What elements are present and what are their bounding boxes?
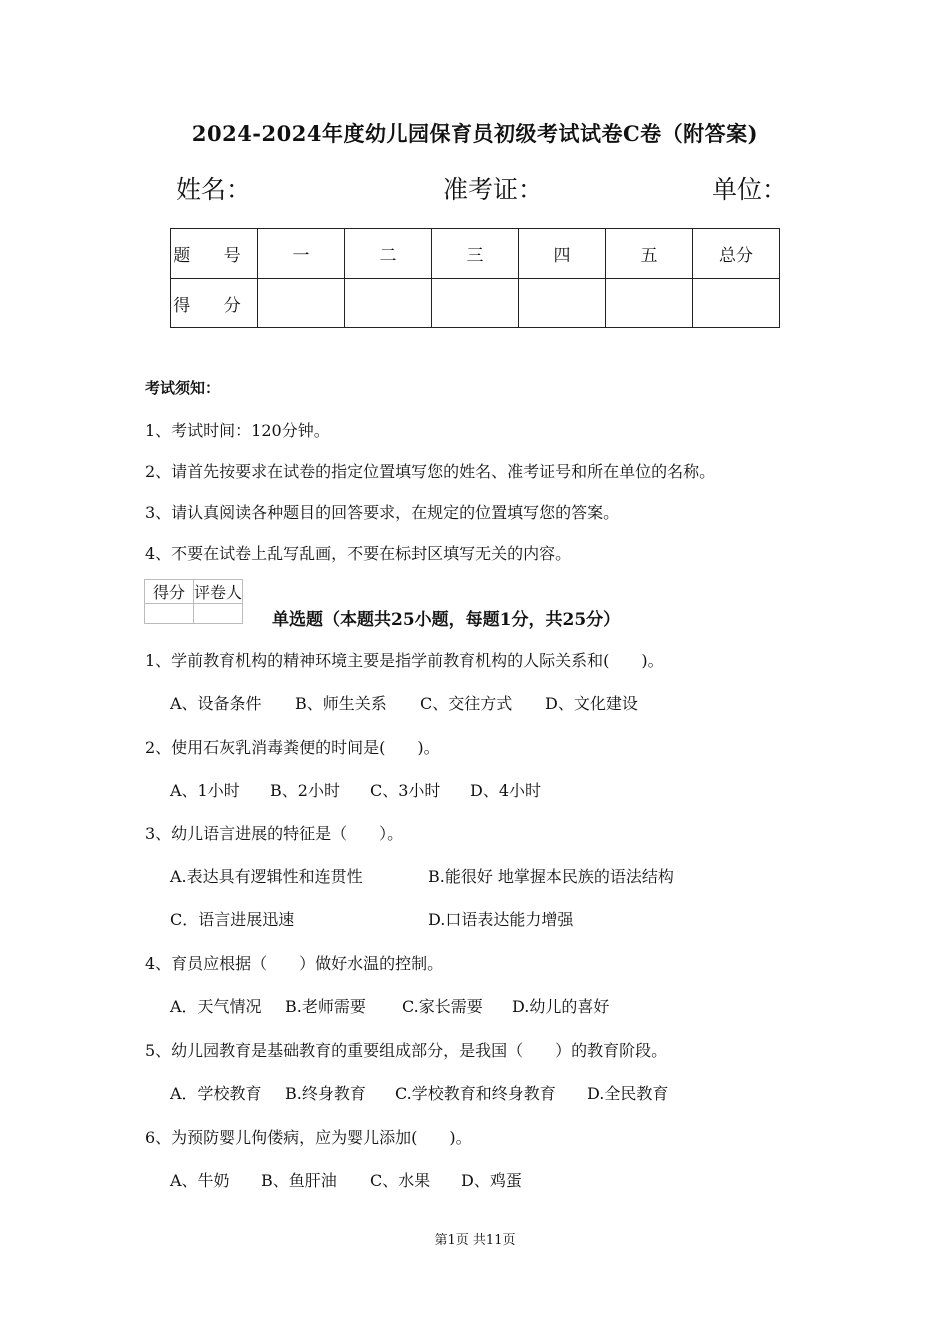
score-row-label: 得 分: [171, 279, 258, 328]
question-option: B.能很好 地掌握本民族的语法结构: [428, 867, 674, 886]
question-option: C．语言进展迅速: [170, 910, 295, 929]
question-stem: 6、为预防婴儿佝偻病，应为婴儿添加( )。: [145, 1128, 472, 1147]
score-table: [170, 228, 780, 328]
score-header-cell: 二: [345, 229, 432, 279]
notice-item: 2、请首先按要求在试卷的指定位置填写您的姓名、准考证号和所在单位的名称。: [145, 462, 716, 481]
question-option: B.老师需要: [285, 997, 366, 1016]
score-cell: [519, 279, 606, 328]
question-option: C.家长需要: [402, 997, 483, 1016]
question-stem: 5、幼儿园教育是基础教育的重要组成部分，是我国（ ）的教育阶段。: [145, 1041, 668, 1060]
question-option: C、交往方式: [420, 694, 513, 713]
score-header-cell: 三: [432, 229, 519, 279]
score-cell: [606, 279, 693, 328]
question-option: B、鱼肝油: [261, 1171, 337, 1190]
question-option: D、文化建设: [545, 694, 638, 713]
question-option: B、师生关系: [295, 694, 387, 713]
notice-item: 3、请认真阅读各种题目的回答要求，在规定的位置填写您的答案。: [145, 503, 620, 522]
score-cell: [693, 279, 780, 328]
score-header-cell: 总分: [693, 229, 780, 279]
score-table-header-row: [171, 229, 780, 279]
question-option: D.幼儿的喜好: [512, 997, 610, 1016]
page-title: 2024-2024年度幼儿园保育员初级考试试卷C卷（附答案): [191, 121, 759, 146]
question-stem: 4、育员应根据（ ）做好水温的控制。: [145, 954, 444, 973]
score-cell: [258, 279, 345, 328]
question-option: D.全民教育: [587, 1084, 669, 1103]
grader-name-label: 评卷人: [194, 580, 243, 604]
score-header-cell: 题 号: [171, 229, 258, 279]
unit-label: 单位：: [712, 175, 788, 204]
notice-item: 1、考试时间：120分钟。: [145, 421, 330, 440]
notice-item: 4、不要在试卷上乱写乱画，不要在标封区填写无关的内容。: [145, 544, 572, 563]
section-title: 单选题（本题共25小题，每题1分，共25分）: [272, 610, 621, 630]
grader-name-cell: [194, 604, 243, 624]
question-option: A、牛奶: [170, 1171, 230, 1190]
question-option: D、鸡蛋: [461, 1171, 522, 1190]
question-option: C、水果: [370, 1171, 431, 1190]
question-stem: 1、学前教育机构的精神环境主要是指学前教育机构的人际关系和( )。: [145, 651, 664, 670]
score-cell: [432, 279, 519, 328]
question-option: A．学校教育: [170, 1084, 262, 1103]
exam-id-label: 准考证：: [443, 175, 544, 204]
question-option: C.学校教育和终身教育: [395, 1084, 556, 1103]
grader-box: [144, 579, 243, 624]
page-footer: 第1页 共11页: [434, 1233, 516, 1248]
question-stem: 2、使用石灰乳消毒粪便的时间是( )。: [145, 738, 440, 757]
grader-score-label: 得分: [145, 580, 194, 604]
question-option: C、3小时: [370, 781, 441, 800]
question-option: B、2小时: [270, 781, 340, 800]
score-table-score-row: [171, 279, 780, 328]
question-option: D.口语表达能力增强: [428, 910, 574, 929]
question-stem: 3、幼儿语言进展的特征是（ ）。: [145, 824, 404, 843]
question-option: A、1小时: [170, 781, 240, 800]
question-option: A．天气情况: [170, 997, 262, 1016]
score-header-cell: 五: [606, 229, 693, 279]
question-option: A、设备条件: [170, 694, 262, 713]
score-cell: [345, 279, 432, 328]
score-header-cell: 一: [258, 229, 345, 279]
question-option: A.表达具有逻辑性和连贯性: [170, 867, 363, 886]
question-option: B.终身教育: [285, 1084, 366, 1103]
name-label: 姓名：: [176, 175, 252, 204]
score-header-cell: 四: [519, 229, 606, 279]
grader-score-cell: [145, 604, 194, 624]
question-option: D、4小时: [470, 781, 542, 800]
notice-heading: 考试须知：: [145, 379, 221, 397]
